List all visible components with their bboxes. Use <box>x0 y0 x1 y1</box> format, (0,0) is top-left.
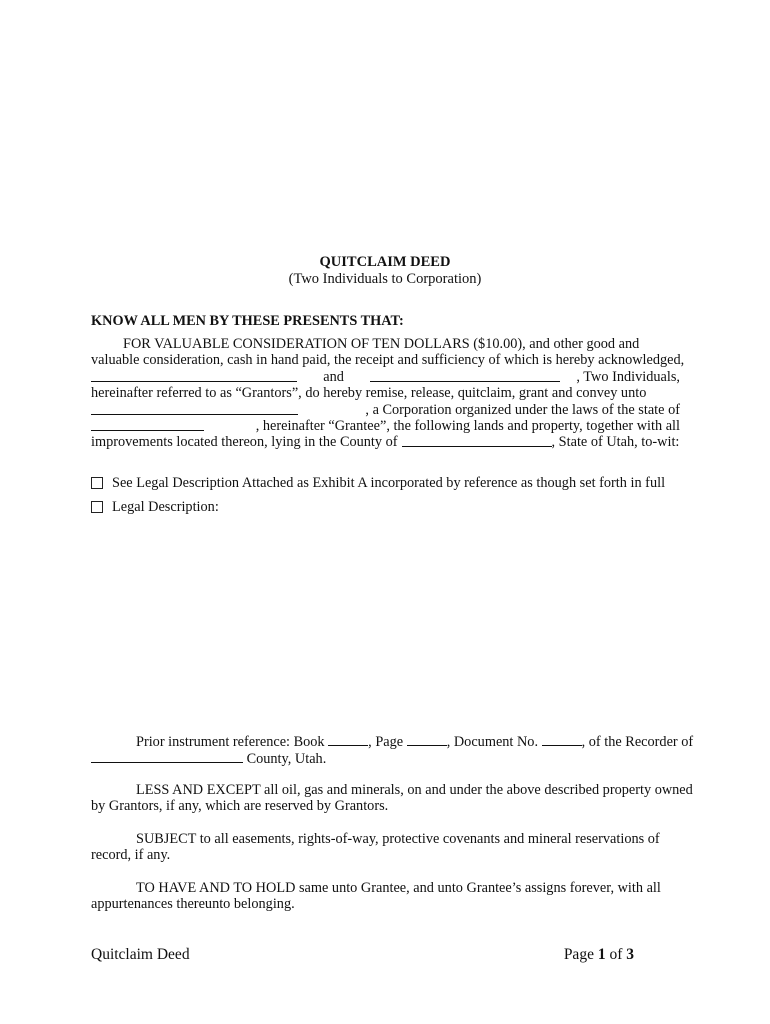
document-no-blank[interactable] <box>542 733 582 746</box>
page-blank[interactable] <box>407 733 447 746</box>
exhibit-option <box>91 475 665 491</box>
subject-paragraph: SUBJECT to all easements, rights-of-way, protective covenants and mineral reservations of record, if any. <box>91 831 660 864</box>
footer-title: Quitclaim Deed <box>91 946 190 963</box>
book-blank[interactable] <box>328 733 368 746</box>
section-heading: KNOW ALL MEN BY THESE PRESENTS THAT: <box>91 313 404 329</box>
document-subtitle: (Two Individuals to Corporation) <box>288 271 482 287</box>
recorder-county-blank[interactable] <box>91 750 243 763</box>
less-except-paragraph: LESS AND EXCEPT all oil, gas and minerals, on and under the above described property owned by Grantors, if any, which are reserved by Grantors. <box>91 782 693 815</box>
grantee-blank[interactable] <box>91 402 298 415</box>
page-number: Page 1 of 3 <box>563 946 634 963</box>
legal-description-checkbox[interactable] <box>91 501 103 513</box>
legal-description-option <box>91 499 219 515</box>
consideration-paragraph: FOR VALUABLE CONSIDERATION OF TEN DOLLARS ($10.00), and other good and valuable consideration, cash in hand paid, the receipt and sufficiency of which is hereby acknowledged, and , Two Individuals, hereinafter referred to as “Grantors”, do hereby remise, release, quitclaim, grant and convey unto , a Corporation organized under the laws of the state of , hereinafter “Grantee”, the following lands and property, together with all improvements located thereon, lying in the County of , State of Utah, to-wit: <box>91 336 685 451</box>
grantor-2-blank[interactable] <box>370 369 560 382</box>
grantor-1-blank[interactable] <box>91 369 297 382</box>
state-blank[interactable] <box>91 418 204 431</box>
habendum-paragraph: TO HAVE AND TO HOLD same unto Grantee, and unto Grantee’s assigns forever, with all appurtenances thereunto belonging. <box>91 880 661 913</box>
prior-instrument-paragraph: Prior instrument reference: Book , Page , Document No. , of the Recorder of County, Utah. <box>91 733 680 768</box>
county-blank[interactable] <box>402 434 552 447</box>
exhibit-checkbox[interactable] <box>91 477 103 489</box>
exhibit-option-label: See Legal Description Attached as Exhibit A incorporated by reference as though set forth in full <box>112 475 666 491</box>
document-title: QUITCLAIM DEED <box>319 254 451 270</box>
legal-description-label: Legal Description: <box>112 499 219 515</box>
